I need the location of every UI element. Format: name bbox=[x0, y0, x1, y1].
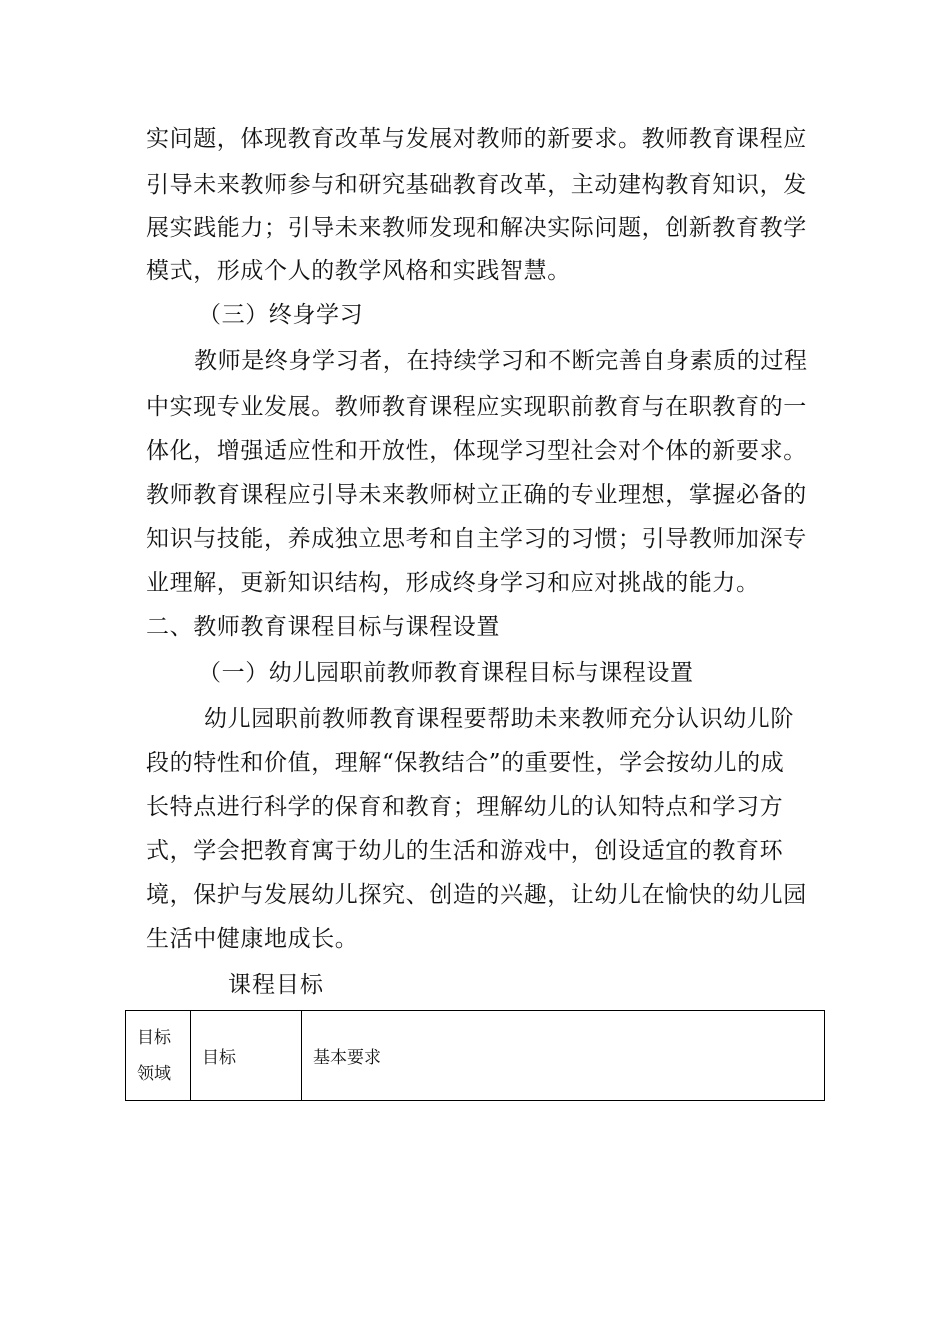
text-line: 境，保护与发展幼儿探究、创造的兴趣，让幼儿在愉快的幼儿园 bbox=[146, 882, 807, 908]
text-line: 展实践能力；引导未来教师发现和解决实际问题，创新教育教学 bbox=[146, 215, 807, 241]
course-goals-table bbox=[125, 1010, 825, 1101]
text-line: 实问题，体现教育改革与发展对教师的新要求。教师教育课程应 bbox=[146, 126, 807, 152]
text-line: 教师教育课程应引导未来教师树立正确的专业理想，掌握必备的 bbox=[146, 482, 807, 508]
header-goal-domain-line2: 领域 bbox=[137, 1063, 171, 1084]
text-line: 教师是终身学习者，在持续学习和不断完善自身素质的过程 bbox=[194, 348, 808, 374]
section-heading-course-goals: 二、教师教育课程目标与课程设置 bbox=[146, 614, 500, 640]
table-header-row bbox=[126, 1011, 825, 1101]
text-line: 生活中健康地成长。 bbox=[146, 926, 359, 952]
text-line: 模式，形成个人的教学风格和实践智慧。 bbox=[146, 258, 571, 284]
text-line: 幼儿园职前教师教育课程要帮助未来教师充分认识幼儿阶 bbox=[204, 706, 794, 732]
subheading-kindergarten: （一）幼儿园职前教师教育课程目标与课程设置 bbox=[198, 660, 694, 686]
text-line: 体化，增强适应性和开放性，体现学习型社会对个体的新要求。 bbox=[146, 438, 807, 464]
header-goal-domain-line1: 目标 bbox=[137, 1027, 171, 1048]
header-goal: 目标 bbox=[191, 1011, 302, 1101]
text-line: 中实现专业发展。教师教育课程应实现职前教育与在职教育的一 bbox=[146, 394, 807, 420]
header-basic-requirements: 基本要求 bbox=[302, 1011, 825, 1101]
table-caption: 课程目标 bbox=[228, 972, 324, 998]
text-line: 式，学会把教育寓于幼儿的生活和游戏中，创设适宜的教育环 bbox=[146, 838, 784, 864]
text-line: 业理解，更新知识结构，形成终身学习和应对挑战的能力。 bbox=[146, 570, 760, 596]
text-line: 知识与技能，养成独立思考和自主学习的习惯；引导教师加深专 bbox=[146, 526, 807, 552]
header-goal-domain bbox=[126, 1011, 191, 1101]
text-line: 长特点进行科学的保育和教育；理解幼儿的认知特点和学习方 bbox=[146, 794, 784, 820]
text-line: 段的特性和价值，理解“保教结合”的重要性，学会按幼儿的成 bbox=[146, 750, 785, 776]
subheading-lifelong-learning: （三）终身学习 bbox=[198, 302, 364, 328]
text-line: 引导未来教师参与和研究基础教育改革，主动建构教育知识，发 bbox=[146, 172, 807, 198]
